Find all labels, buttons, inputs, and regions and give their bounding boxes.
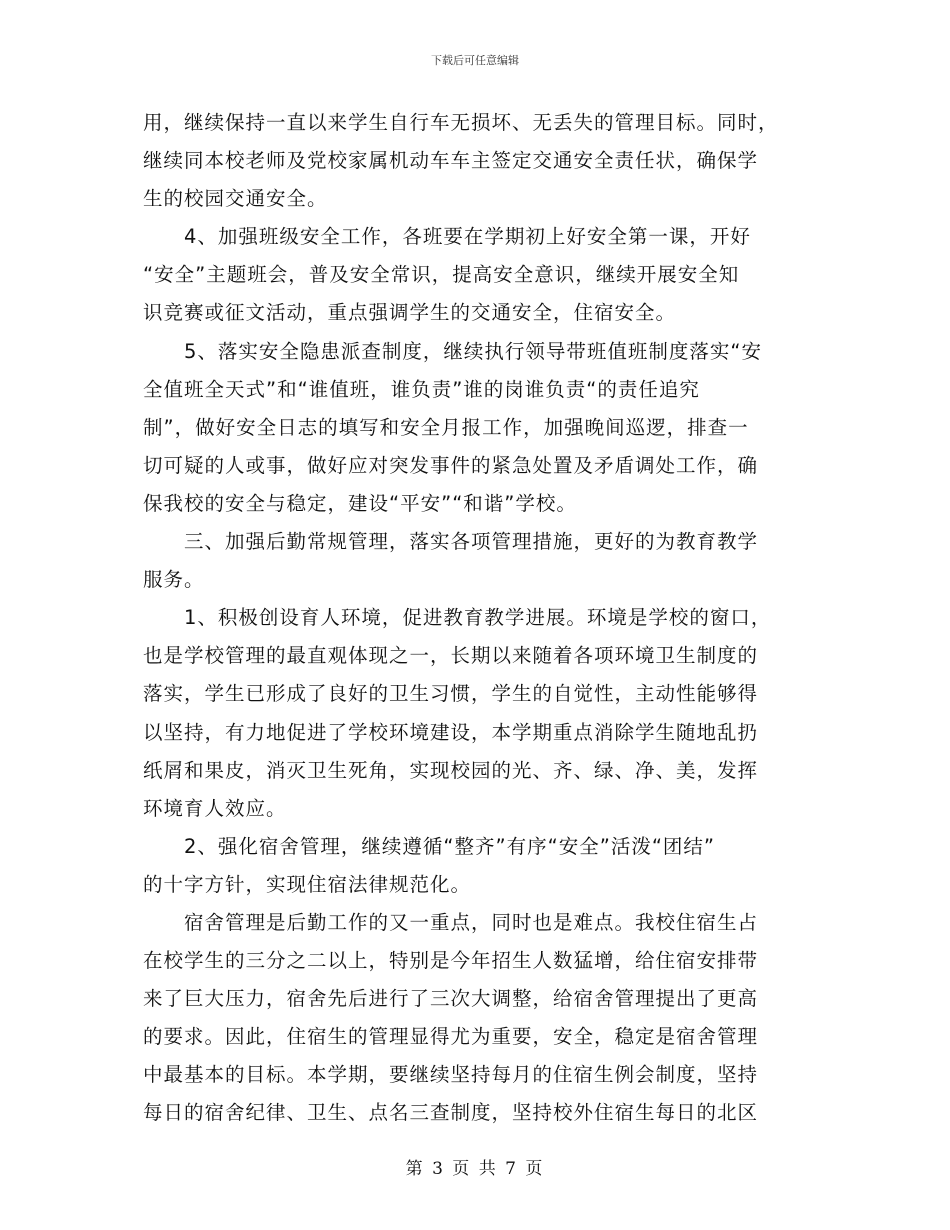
text-line: 也是学校管理的最直观体现之一，长期以来随着各项环境卫生制度的	[143, 644, 759, 668]
text-line: 三、加强后勤常规管理，落实各项管理措施，更好的为教育教学	[143, 530, 759, 554]
text-line: 切可疑的人或事，做好应对突发事件的紧急处置及矛盾调处工作，确	[143, 453, 759, 477]
text-line: 继续同本校老师及党校家属机动车车主签定交通安全责任状，确保学	[143, 149, 759, 173]
text-line: 在校学生的三分之二以上，特别是今年招生人数猛增，给住宿安排带	[143, 949, 759, 973]
text-line: 每日的宿舍纪律、卫生、点名三查制度，坚持校外住宿生每日的北区	[143, 1101, 759, 1125]
text-line: 中最基本的目标。本学期，要继续坚持每月的住宿生例会制度，坚持	[143, 1063, 759, 1087]
text-line: 的十字方针，实现住宿法律规范化。	[143, 872, 472, 896]
text-line: 以坚持，有力地促进了学校环境建设，本学期重点消除学生随地乱扔	[143, 720, 759, 744]
text-line: 5、落实安全隐患派查制度，继续执行领导带班值班制度落实“安	[143, 339, 763, 363]
text-line: 全值班全天式”和“谁值班，谁负责”谁的岗谁负责“的责任追究	[143, 377, 700, 401]
text-line: 生的校园交通安全。	[143, 187, 328, 211]
document-body	[143, 104, 810, 1133]
text-line: 服务。	[143, 568, 205, 592]
text-line: “安全”主题班会，普及安全常识，提高安全意识，继续开展安全知	[143, 263, 740, 287]
text-line: 用，继续保持一直以来学生自行车无损坏、无丢失的管理目标。同时，	[143, 111, 779, 134]
text-line: 1、积极创设育人环境，促进教育教学进展。环境是学校的窗口，	[143, 606, 772, 630]
text-line: 4、加强班级安全工作，各班要在学期初上好安全第一课，开好	[143, 225, 751, 249]
text-line: 的要求。因此，住宿生的管理显得尤为重要，安全，稳定是宿舍管理	[143, 1025, 759, 1049]
text-line: 来了巨大压力，宿舍先后进行了三次大调整，给宿舍管理提出了更高	[143, 987, 759, 1011]
page-header: 下载后可任意编辑	[431, 54, 519, 67]
text-line: 识竞赛或征文活动，重点强调学生的交通安全，住宿安全。	[143, 301, 677, 325]
text-line: 2、强化宿舍管理，继续遵循“整齐”有序“安全”活泼“团结”	[143, 834, 716, 858]
text-line: 环境育人效应。	[143, 796, 287, 820]
page-footer: 第 3 页 共 7 页	[405, 1159, 545, 1179]
text-line: 保我校的安全与稳定，建设“平安”“和谐”学校。	[143, 491, 577, 515]
text-line: 制”，做好安全日志的填写和安全月报工作，加强晚间巡逻，排查一	[143, 415, 749, 439]
text-line: 宿舍管理是后勤工作的又一重点，同时也是难点。我校住宿生占	[143, 910, 759, 934]
text-line: 纸屑和果皮，消灭卫生死角，实现校园的光、齐、绿、净、美，发挥	[143, 758, 759, 782]
text-line: 落实，学生已形成了良好的卫生习惯，学生的自觉性，主动性能够得	[143, 682, 759, 706]
